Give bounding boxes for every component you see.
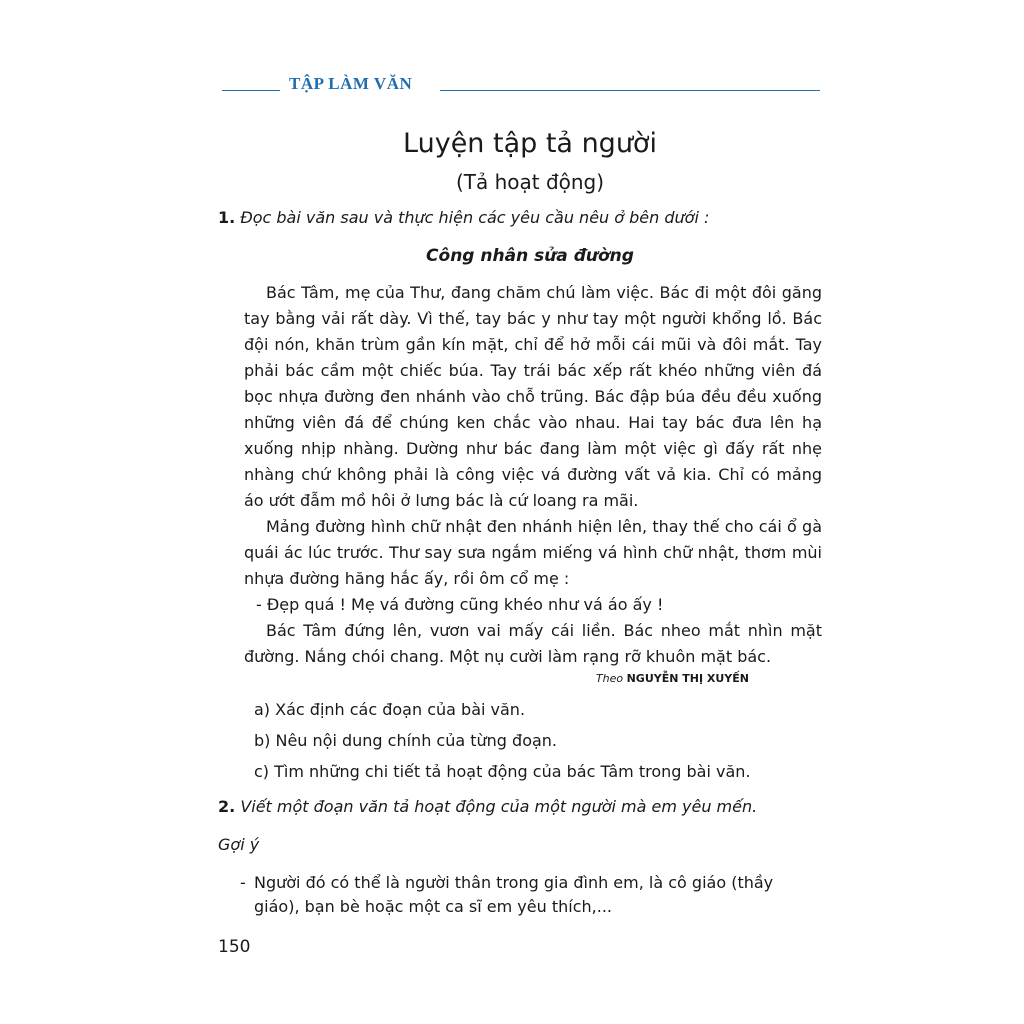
question-list: [254, 699, 814, 792]
exercise-1-heading: [218, 208, 818, 227]
reading-paragraph-1: Bác Tâm, mẹ của Thư, đang chăm chú làm việc. Bác đi một đôi găng tay bằng vải rất dày. Vì thế, tay bác y như tay một người khổng lồ. Bác đội nón, khăn trùm gần kín mặt, chỉ để hở mỗi cái mũi và đôi mắt. Tay phải bác cầm một chiếc búa. Tay trái bác xếp rất khéo những viên đá bọc nhựa đường đen nhánh vào chỗ trũng. Bác đập búa đều đều xuống những viên đá để chúng ken chắc vào nhau. Hai tay bác đưa lên hạ xuống nhịp nhàng. Dường như bác đang làm một việc gì đấy rất nhẹ nhàng chứ không phải là công việc vá đường vất vả kia. Chỉ có mảng áo ướt đẫm mồ hôi ở lưng bác là cứ loang ra mãi.: [244, 283, 822, 510]
section-header: [222, 72, 820, 102]
reading-title: Công nhân sửa đường: [426, 246, 634, 266]
question-c: c) Tìm những chi tiết tả hoạt động của bác Tâm trong bài văn.: [254, 762, 751, 781]
hint-bullet-dash: -: [240, 873, 246, 892]
question-b: b) Nêu nội dung chính của từng đoạn.: [254, 731, 558, 750]
reading-paragraph-2: Mảng đường hình chữ nhật đen nhánh hiện lên, thay thế cho cái ổ gà quái ác lúc trước. Thư say sưa ngắm miếng vá hình chữ nhật, thơm mùi nhựa đường hăng hắc ấy, rồi ôm cổ mẹ :: [244, 517, 822, 588]
header-rule-left: [222, 90, 280, 91]
exercise-1-instruction: Đọc bài văn sau và thực hiện các yêu cầu nêu ở bên dưới :: [240, 208, 710, 227]
reading-dialog-line: - Đẹp quá ! Mẹ vá đường cũng khéo như vá áo ấy !: [256, 595, 664, 614]
attribution-author: NGUYỄN THỊ XUYẾN: [626, 672, 749, 685]
exercise-2-instruction: Viết một đoạn văn tả hoạt động của một người mà em yêu mến.: [240, 797, 758, 816]
hint-item: [240, 871, 820, 919]
header-rule-right: [440, 90, 820, 91]
lesson-subtitle: (Tả hoạt động): [455, 170, 605, 194]
section-label: TẬP LÀM VĂN: [289, 74, 413, 93]
lesson-title: Luyện tập tả người: [403, 128, 657, 159]
question-a: a) Xác định các đoạn của bài văn.: [254, 700, 526, 719]
exercise-2-heading: [218, 797, 818, 816]
hint-item-text: Người đó có thể là người thân trong gia đình em, là cô giáo (thầy giáo), bạn bè hoặc một ca sĩ em yêu thích,...: [254, 873, 774, 916]
reading-attribution: [596, 672, 749, 685]
page-number: 150: [218, 937, 251, 957]
reading-paragraph-3: Bác Tâm đứng lên, vươn vai mấy cái liền. Bác nheo mắt nhìn mặt đường. Nắng chói chang. Một nụ cười làm rạng rỡ khuôn mặt bác.: [244, 621, 822, 666]
hint-label: Gợi ý: [218, 835, 260, 854]
attribution-prefix: Theo: [595, 672, 624, 685]
reading-body: [244, 280, 822, 670]
exercise-1-number: 1.: [218, 208, 236, 227]
exercise-2-number: 2.: [218, 797, 236, 816]
